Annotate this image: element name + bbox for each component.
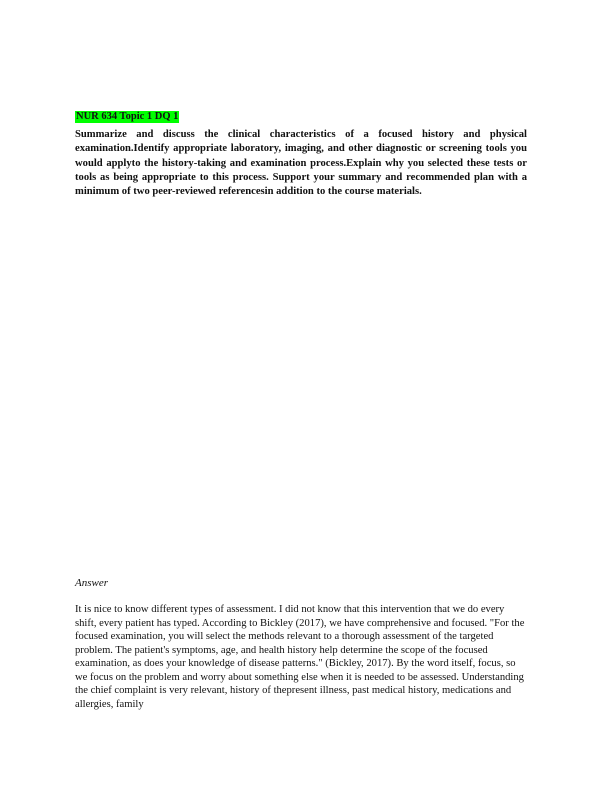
answer-label: Answer: [75, 577, 108, 589]
answer-body: It is nice to know different types of assessment. I did not know that this intervention that we do every shift, every patient has typed. According to Bickley (2017), we have comprehensive and focused. "For the focused examination, you will select the methods relevant to a thorough assessment of the targeted problem. The patient's symptoms, age, and health history help determine the scope of the focused examination, as does your knowledge of disease patterns." (Bickley, 2017). By the word itself, focus, so we focus on the problem and worry about something else when it is needed to be assessed. Understanding the chief complaint is very relevant, history of thepresent illness, past medical history, medications and allergies, family: [75, 604, 525, 710]
discussion-prompt: Summarize and discuss the clinical characteristics of a focused history and physical examination.Identify appropriate laboratory, imaging, and other diagnostic or screening tools you would applyto the history-taking and examination process.Explain why you selected these tests or tools as being appropriate to this process. Support your summary and recommended plan with a minimum of two peer-reviewed referencesin addition to the course materials.: [75, 129, 527, 198]
discussion-heading: NUR 634 Topic 1 DQ 1: [76, 111, 179, 122]
